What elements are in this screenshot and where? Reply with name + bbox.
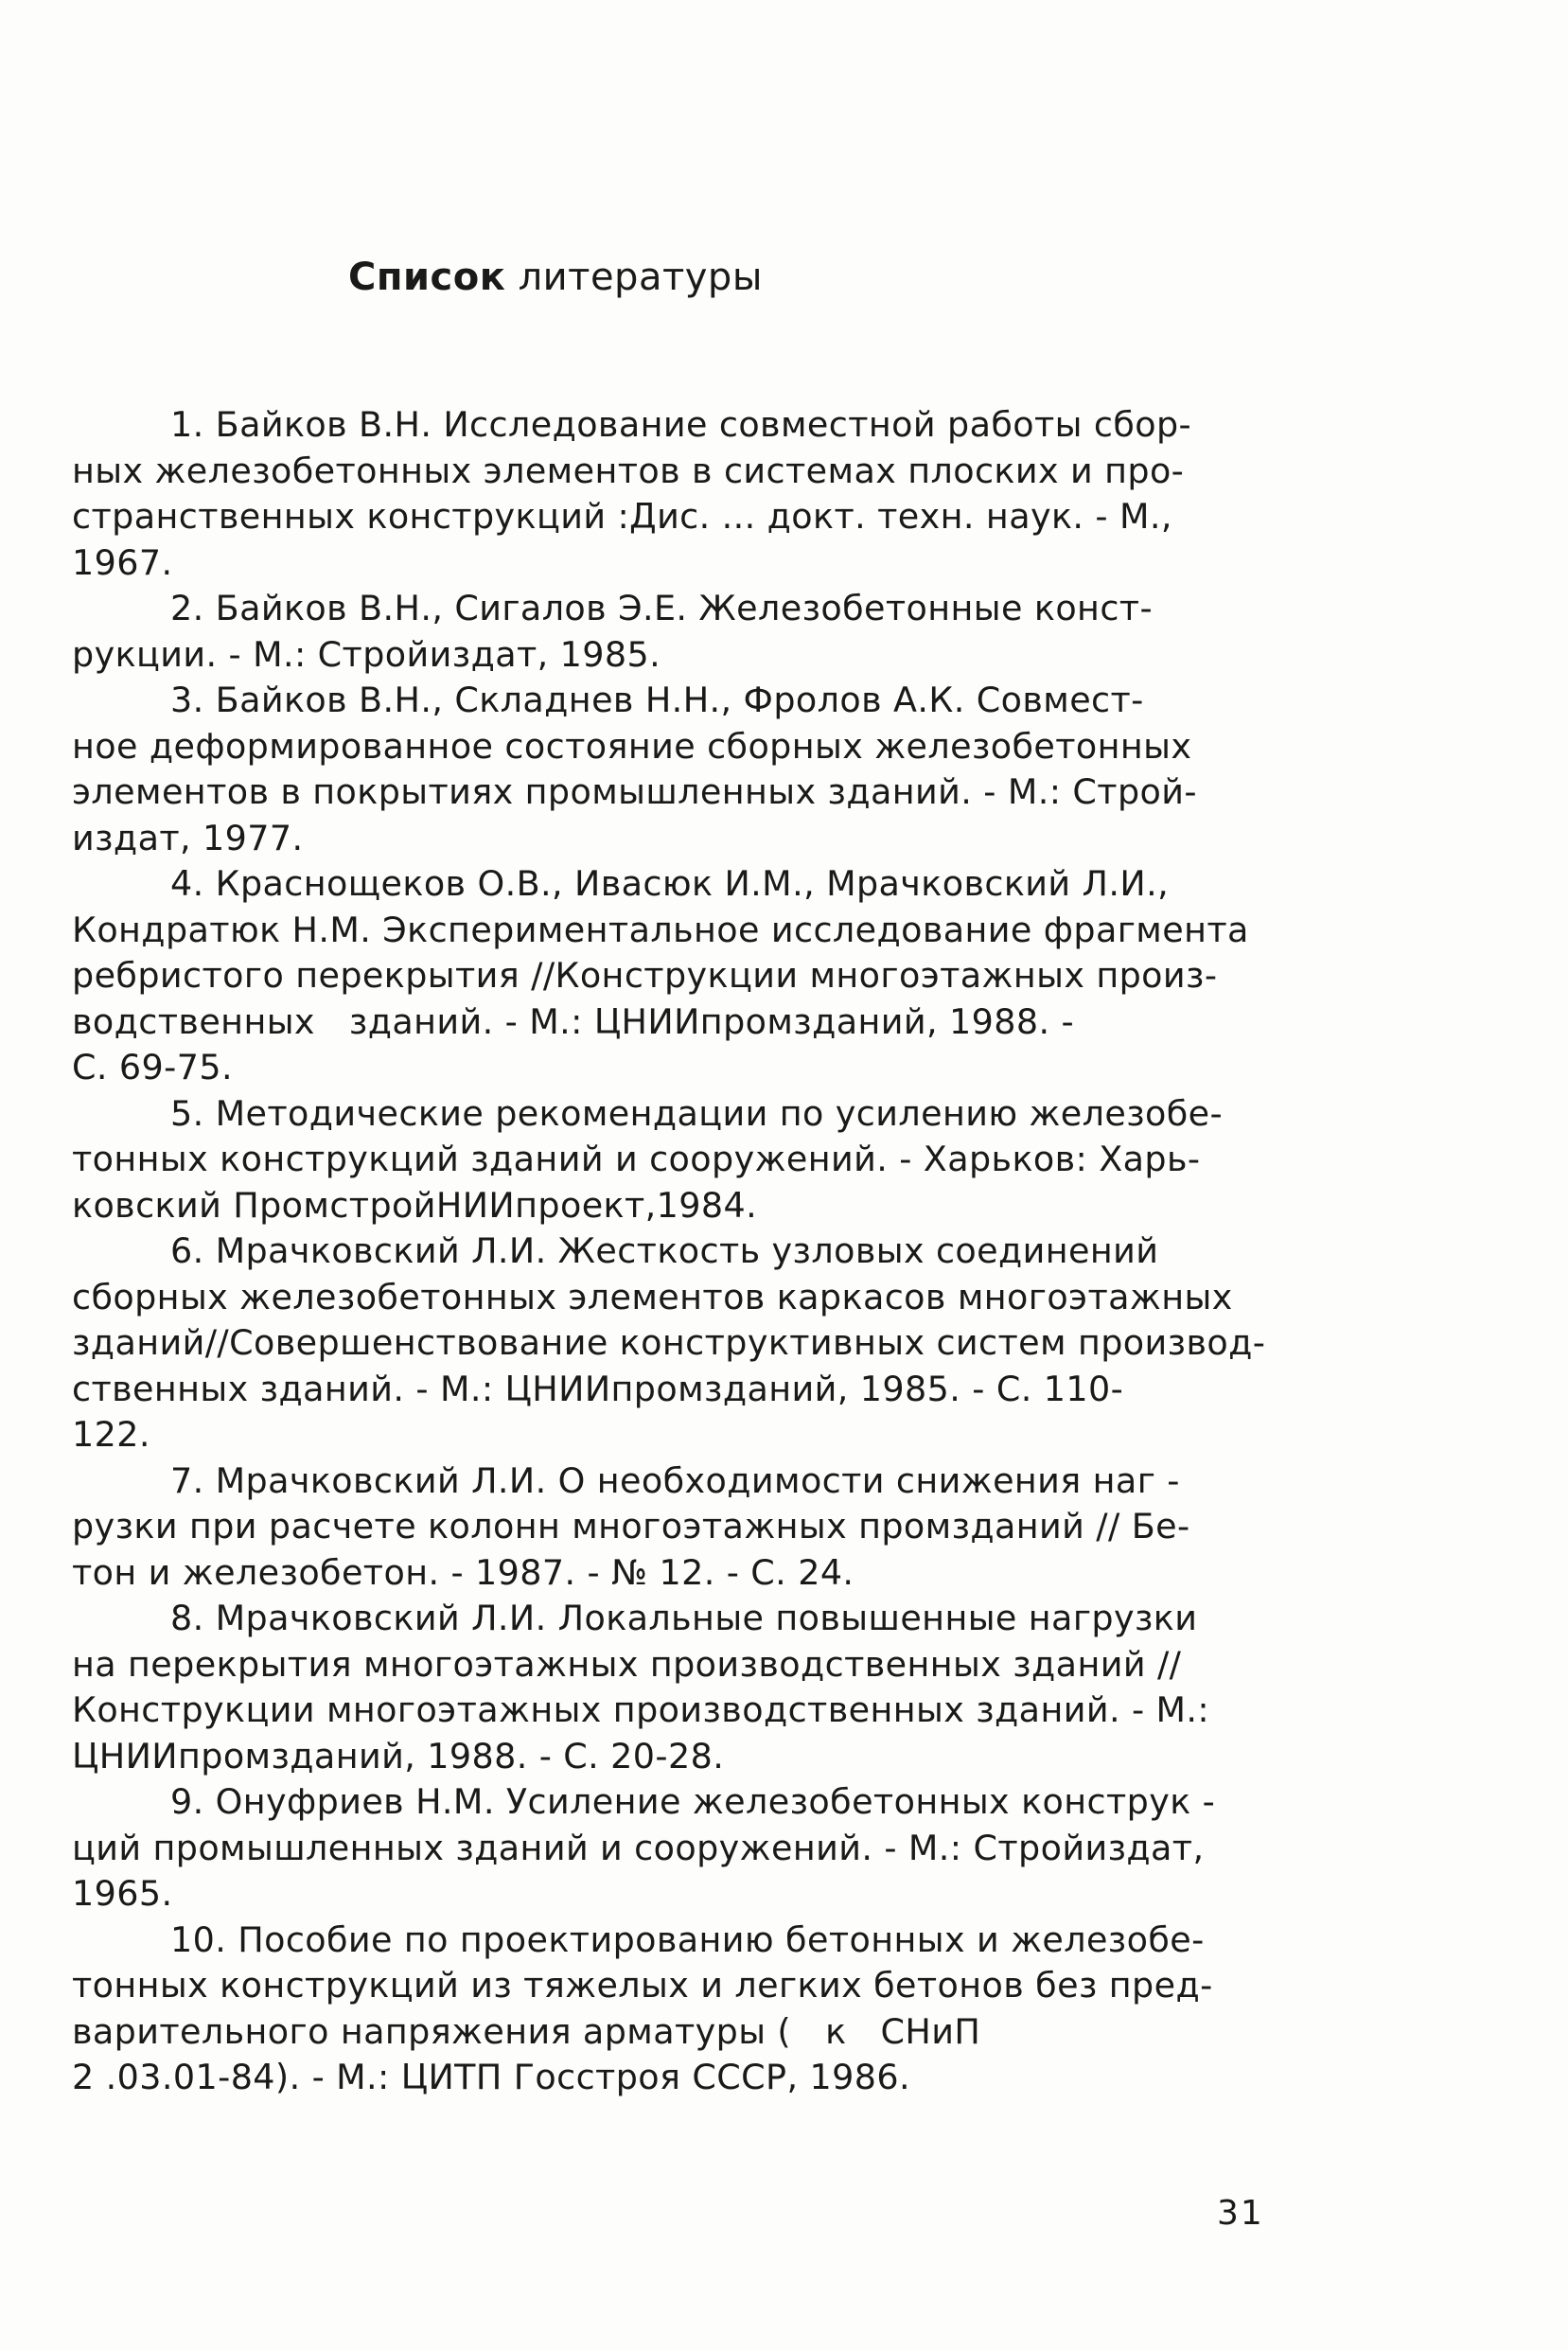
reference-line: ных железобетонных элементов в системах плоских и про-: [72, 450, 1185, 491]
reference-line: элементов в покрытиях промышленных зданий. - М.: Строй-: [72, 771, 1197, 812]
reference-item: [72, 402, 1312, 586]
reference-line: 9. Онуфриев Н.М. Усиление железобетонных конструк -: [170, 1781, 1216, 1822]
reference-item: [72, 861, 1312, 1091]
reference-line: тонных конструкций зданий и сооружений. - Харьков: Харь-: [72, 1139, 1201, 1179]
reference-item: [72, 586, 1312, 678]
reference-line: 1967.: [72, 541, 173, 583]
reference-line: ЦНИИпромзданий, 1988. - С. 20-28.: [72, 1735, 725, 1777]
reference-item: [72, 1091, 1312, 1229]
reference-line: 7. Мрачковский Л.И. О необходимости снижения наг -: [170, 1459, 1180, 1501]
reference-line: 3. Байков В.Н., Складнев Н.Н., Фролов А.К. Совмест-: [170, 680, 1144, 720]
reference-line: издат, 1977.: [72, 817, 304, 858]
reference-line: варительного напряжения арматуры ( к СНиП: [72, 2010, 981, 2052]
reference-line: рукции. - М.: Стройиздат, 1985.: [72, 633, 661, 675]
reference-line: ребристого перекрытия //Конструкции многоэтажных произ-: [72, 955, 1218, 996]
reference-item: [72, 1229, 1312, 1458]
reference-line: ций промышленных зданий и сооружений. - М.: Стройиздат,: [72, 1827, 1205, 1868]
reference-line: 1965.: [72, 1873, 173, 1914]
reference-line: 8. Мрачковский Л.И. Локальные повышенные нагрузки: [170, 1598, 1198, 1638]
reference-line: зданий//Совершенствование конструктивных систем производ-: [72, 1322, 1266, 1363]
reference-line: 5. Методические рекомендации по усилению железобе-: [170, 1092, 1224, 1134]
reference-line: странственных конструкций :Дис. ... докт. техн. наук. - М.,: [72, 496, 1172, 537]
reference-line: на перекрытия многоэтажных производственных зданий //: [72, 1643, 1182, 1685]
reference-line: 4. Краснощеков О.В., Ивасюк И.М., Мрачковский Л.И.,: [170, 863, 1170, 904]
reference-item: [72, 1458, 1312, 1597]
reference-item: [72, 678, 1312, 861]
reference-line: рузки при расчете колонн многоэтажных промзданий // Бе-: [72, 1506, 1190, 1547]
title-bold-part: Список: [348, 256, 506, 299]
reference-line: 10. Пособие по проектированию бетонных и железобе-: [170, 1918, 1205, 1960]
reference-line: Конструкции многоэтажных производственных зданий. - М.:: [72, 1689, 1210, 1730]
reference-line: тонных конструкций из тяжелых и легких бетонов без пред-: [72, 1965, 1213, 2006]
reference-line: водственных зданий. - М.: ЦНИИпромзданий, 1988. -: [72, 1000, 1075, 1042]
reference-line: ковский ПромстройНИИпроект,1984.: [72, 1184, 758, 1226]
title-regular-part: литературы: [518, 256, 763, 299]
reference-item: [72, 1779, 1312, 1918]
page-title: [348, 256, 763, 299]
reference-line: С. 69-75.: [72, 1047, 233, 1087]
reference-line: ственных зданий. - М.: ЦНИИпромзданий, 1985. - С. 110-: [72, 1368, 1124, 1409]
reference-line: 6. Мрачковский Л.И. Жесткость узловых соединений: [170, 1230, 1159, 1271]
reference-list: [72, 402, 1312, 2101]
reference-line: тон и железобетон. - 1987. - № 12. - С. 24.: [72, 1551, 854, 1593]
page-number: 31: [1217, 2194, 1264, 2233]
reference-line: ное деформированное состояние сборных железобетонных: [72, 725, 1192, 767]
reference-line: 2. Байков В.Н., Сигалов Э.Е. Железобетонные конст-: [170, 588, 1154, 628]
reference-item: [72, 1918, 1312, 2101]
reference-line: 122.: [72, 1414, 150, 1455]
reference-line: Кондратюк Н.М. Экспериментальное исследование фрагмента: [72, 909, 1249, 950]
reference-line: 1. Байков В.Н. Исследование совместной работы сбор-: [170, 404, 1192, 445]
reference-line: 2 .03.01-84). - М.: ЦИТП Госстроя СССР, 1986.: [72, 2057, 910, 2097]
reference-line: сборных железобетонных элементов каркасов многоэтажных: [72, 1276, 1233, 1317]
reference-item: [72, 1596, 1312, 1779]
